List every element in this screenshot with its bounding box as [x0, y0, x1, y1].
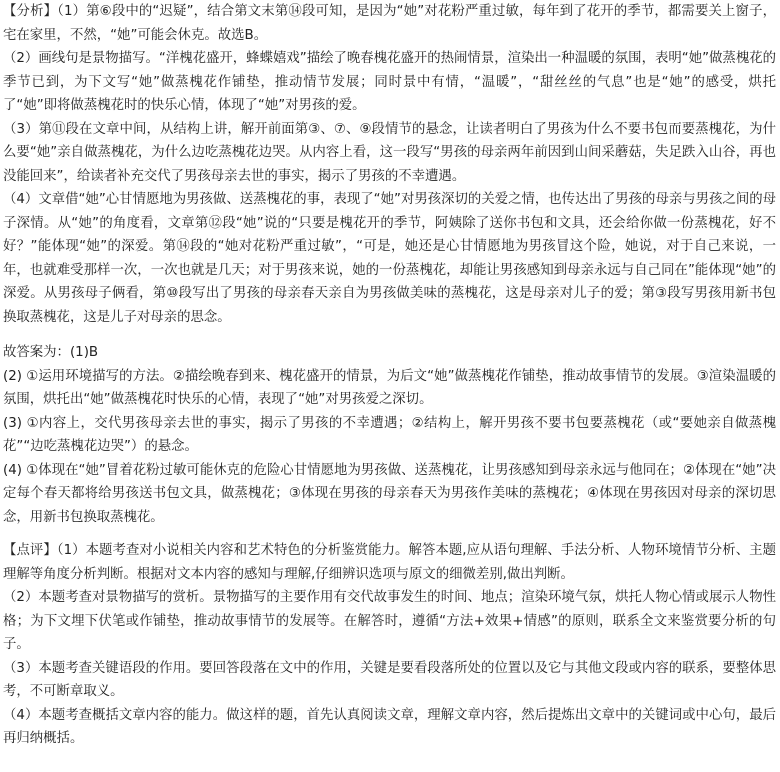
answer-part-4: (4) ①体现在“她”冒着花粉过敏可能休克的危险心甘情愿地为男孩做、送蒸槐花，让男孩感知到母亲永远与他同在；②体现在“她”决定每个春天都将给男孩送书包文具，做蒸槐花；③体现在男孩的母亲春天为男孩作美味的蒸槐花；④体现在男孩因对母亲的深切思念，用新书包换取蒸槐花。 — [3, 462, 776, 525]
comment-part-2: （2）本题考查对景物描写的赏析。景物描写的主要作用有交代故事发生的时间、地点；渲染环境气氛，烘托人物心情或展示人物性格；为下文埋下伏笔或作铺垫，推动故事情节的发展等。在解答时，遵循“方法+效果+情感”的原则，联系全文来鉴赏要分析的句子。 — [3, 590, 776, 652]
comment-part-3: （3）本题考查关键语段的作用。要回答段落在文中的作用，关键是要看段落所处的位置以及它与其他文段或内容的联系，要整体思考，不可断章取义。 — [3, 660, 776, 699]
answer-part-3: (3) ①内容上，交代男孩母亲去世的事实，揭示了男孩的不幸遭遇；②结构上，解开男孩不要书包要蒸槐花（或“要她亲自做蒸槐花”“边吃蒸槐花边哭”）的悬念。 — [3, 415, 776, 454]
analysis-part-2: （2）画线句是景物描写。“洋槐花盛开，蜂蝶嬉戏”描绘了晚春槐花盛开的热闹情景，渲染出一种温暖的氛围，表明“她”做蒸槐花的季节已到，为下文写“她”做蒸槐花作铺垫，推动情节发展；同时景中有情，“温暖”，“甜丝丝的气息”也是“她”的感受，烘托了“她”即将做蒸槐花时的快乐心情，体现了“她”对男孩的爱。 — [3, 51, 776, 113]
section-spacer — [3, 529, 776, 539]
analysis-intro: 【分析】（1）第⑥段中的“迟疑”，结合第文末第⑭段可知，是因为“她”对花粉严重过敏，每年到了花开的季节，都需要关上窗子，宅在家里，不然，“她”可能会休克。故选B。 — [3, 4, 776, 43]
comment-part-4: （4）本题考查概括文章内容的能力。做这样的题，首先认真阅读文章，理解文章内容，然后提炼出文章中的关键词或中心句，最后再归纳概括。 — [3, 707, 776, 746]
answer-section — [3, 341, 776, 529]
answer-title: 故答案为：(1)B — [3, 345, 99, 360]
comment-section — [3, 539, 776, 751]
section-spacer — [3, 329, 776, 341]
analysis-part-3: （3）第⑪段在文章中间，从结构上讲，解开前面第③、⑦、⑨段情节的悬念，让读者明白了男孩为什么不要书包而要蒸槐花，为什么要“她”亲自做蒸槐花，为什么边吃蒸槐花边哭。从内容上看，这一段写“男孩的母亲两年前因到山间采蘑菇，失足跌入山谷，再也没能回来”，给读者补充交代了男孩母亲去世的事实，揭示了男孩的不幸遭遇。 — [3, 121, 776, 184]
analysis-section — [3, 0, 776, 329]
comment-intro: 【点评】（1）本题考查对小说相关内容和艺术特色的分析鉴赏能力。解答本题,应从语句理解、手法分析、人物环境情节分析、主题理解等角度分析判断。根据对文本内容的感知与理解,仔细辨识选项与原文的细微差别,做出判断。 — [3, 543, 776, 582]
answer-part-2: (2) ①运用环境描写的方法。②描绘晚春到来、槐花盛开的情景，为后文“她”做蒸槐花作铺垫，推动故事情节的发展。③渲染温暖的氛围，烘托出“她”做蒸槐花时快乐的心情，表现了“她”对男孩爱之深切。 — [3, 368, 776, 407]
analysis-part-4: （4）文章借“她”心甘情愿地为男孩做、送蒸槐花的事，表现了“她”对男孩深切的关爱之情，也传达出了男孩的母亲与男孩之间的母子深情。从“她”的角度看，文章第⑫段“她”说的“只要是槐花开的季节，阿姨除了送你书包和文具，还会给你做一份蒸槐花，好不好？”能体现“她”的深爱。第⑭段的“她对花粉严重过敏”，“可是，她还是心甘情愿地为男孩冒这个险，她说，对于自己来说，一年，也就难受那样一次，一次也就是几天；对于男孩来说，她的一份蒸槐花，却能让男孩感知到母亲永远与自己同在”能体现“她”的深爱。从男孩母子俩看，第⑩段写出了男孩的母亲春天亲自为男孩做美味的蒸槐花，这是母亲对儿子的爱；第③段写男孩用新书包换取蒸槐花，这是儿子对母亲的思念。 — [3, 192, 776, 325]
